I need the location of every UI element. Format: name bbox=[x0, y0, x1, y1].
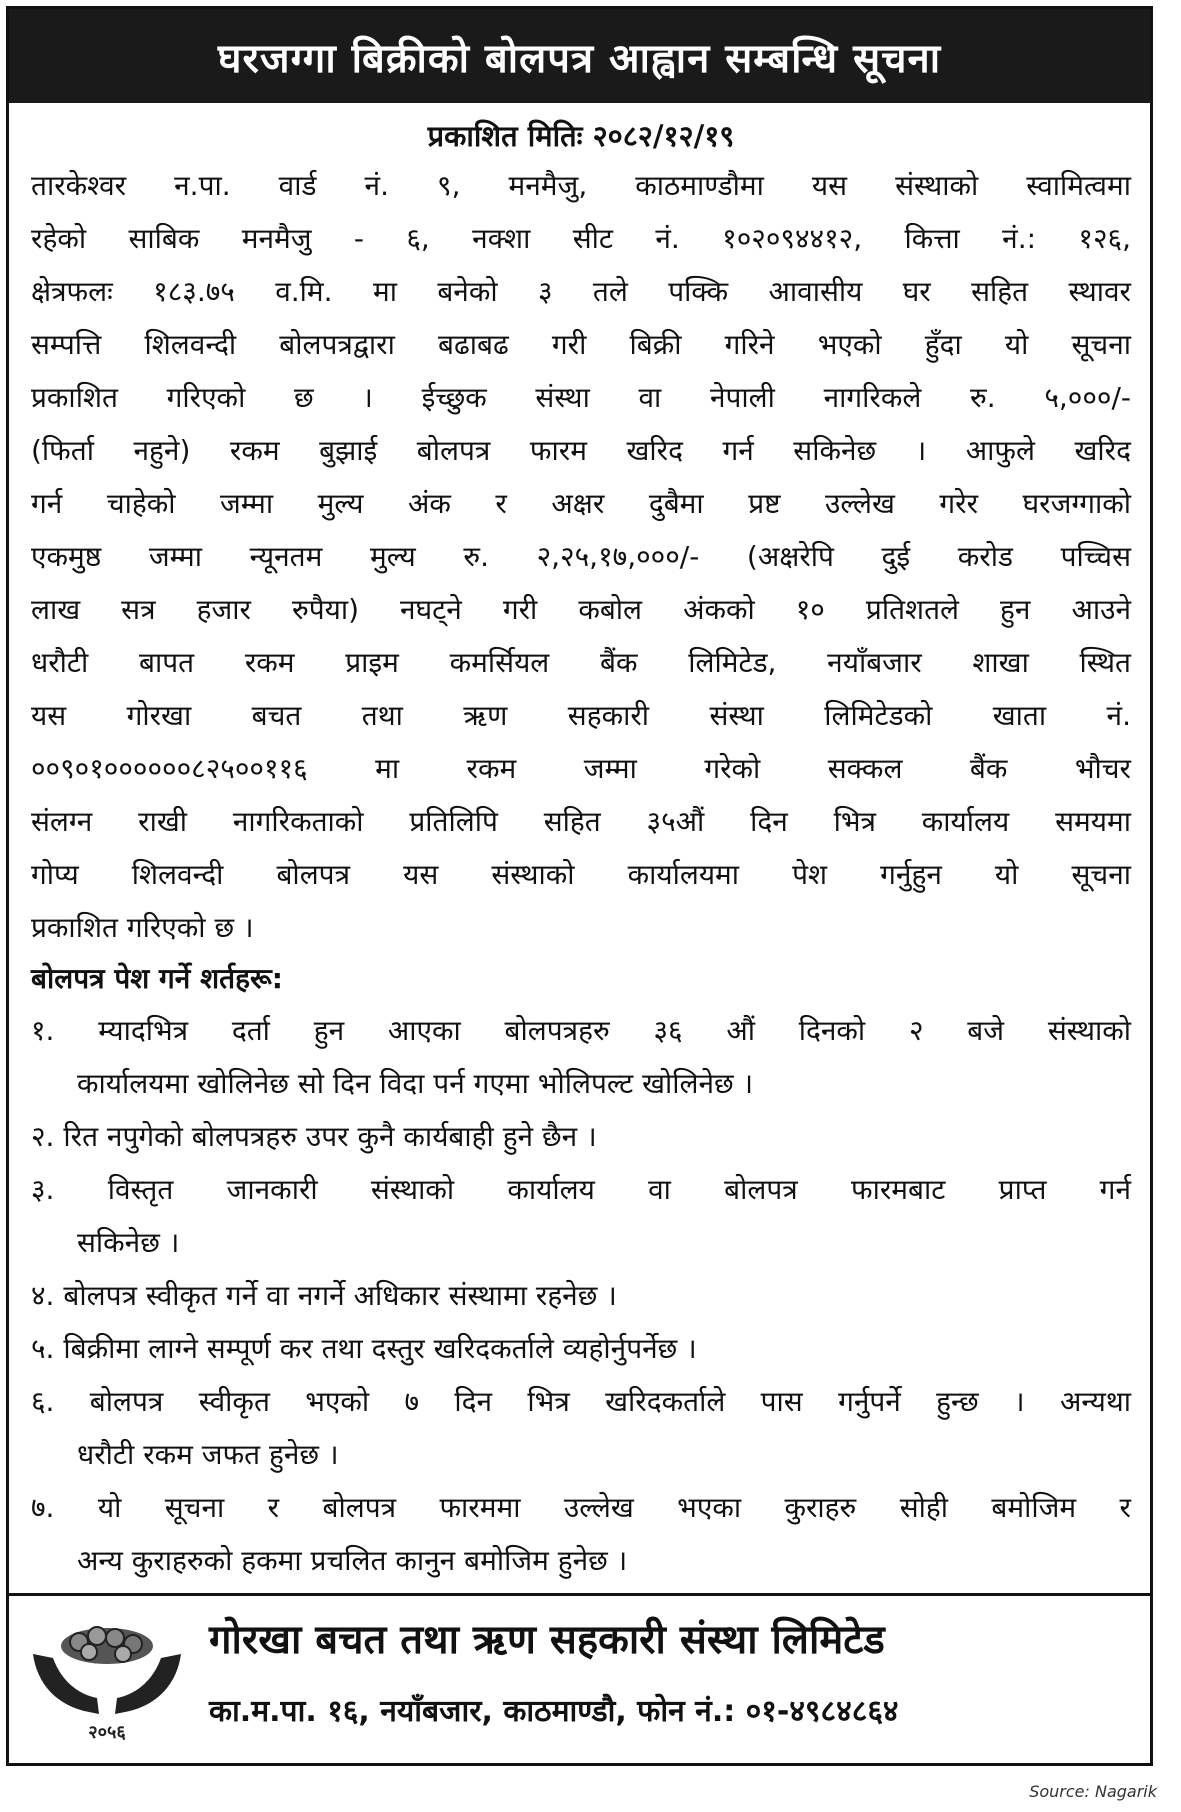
source-credit: Source: Nagarik bbox=[1029, 1782, 1157, 1801]
body-line: गोप्य शिलवन्दी बोलपत्र यस संस्थाको कार्यालयमा पेश गर्नुहुन यो सूचना bbox=[31, 858, 1131, 891]
body-line: ००९०१००००००८२५००११६ मा रकम जम्मा गरेको सक्कल बैंक भौचर bbox=[31, 752, 1131, 785]
condition-item bbox=[31, 1269, 1131, 1322]
organization-address: का.म.पा. १६, नयाँबजार, काठमाण्डौ, फोन नं.: ०१-४९८४८६४ bbox=[209, 1694, 899, 1729]
body-paragraph bbox=[31, 159, 1131, 954]
body-line: यस गोरखा बचत तथा ऋण सहकारी संस्था लिमिटेडको खाता नं. bbox=[31, 699, 1131, 732]
body-line: गर्न चाहेको जम्मा मुल्य अंक र अक्षर दुबैमा प्रष्ट उल्लेख गरेर घरजग्गाको bbox=[31, 487, 1131, 520]
notice-box bbox=[6, 6, 1153, 1766]
body-line: प्रकाशित गरिएको छ । ईच्छुक संस्था वा नेपाली नागरिकले रु. ५,०००/- bbox=[31, 381, 1131, 414]
condition-line: सकिनेछ । bbox=[77, 1226, 180, 1259]
condition-line: कार्यालयमा खोलिनेछ सो दिन विदा पर्न गएमा भोलिपल्ट खोलिनेछ । bbox=[77, 1067, 754, 1100]
condition-line: ४. बोलपत्र स्वीकृत गर्ने वा नगर्ने अधिकार संस्थामा रहनेछ । bbox=[31, 1279, 617, 1312]
body-line: धरौटी बापत रकम प्राइम कमर्सियल बैंक लिमिटेड, नयाँबजार शाखा स्थित bbox=[31, 646, 1131, 679]
condition-line: अन्य कुराहरुको हकमा प्रचलित कानुन बमोजिम हुनेछ । bbox=[77, 1544, 628, 1577]
conditions-heading: बोलपत्र पेश गर्ने शर्तहरू: bbox=[31, 962, 283, 995]
hands-holding-coins-icon bbox=[27, 1614, 187, 1744]
condition-line: ७. यो सूचना र बोलपत्र फारममा उल्लेख भएका कुराहरु सोही बमोजिम र bbox=[31, 1491, 1131, 1524]
body-line: सम्पत्ति शिलवन्दी बोलपत्रद्वारा बढाबढ गरी बिक्री गरिने भएको हुँदा यो सूचना bbox=[31, 328, 1131, 361]
notice-title: घरजग्गा बिक्रीको बोलपत्र आह्वान सम्बन्धि सूचना bbox=[217, 35, 942, 82]
condition-item bbox=[31, 1110, 1131, 1163]
body-line: (फिर्ता नहुने) रकम बुझाई बोलपत्र फारम खरिद गर्न सकिनेछ । आफुले खरिद bbox=[31, 434, 1131, 467]
condition-item bbox=[31, 1163, 1131, 1269]
published-date: प्रकाशित मितिः २०८२/१२/१९ bbox=[427, 119, 735, 153]
body-line: संलग्न राखी नागरिकताको प्रतिलिपि सहित ३५औं दिन भित्र कार्यालय समयमा bbox=[31, 805, 1131, 838]
condition-line: धरौटी रकम जफत हुनेछ । bbox=[77, 1438, 339, 1471]
conditions-list bbox=[31, 1004, 1131, 1587]
condition-item bbox=[31, 1375, 1131, 1481]
body-line: क्षेत्रफलः १८३.७५ व.मि. मा बनेको ३ तले पक्कि आवासीय घर सहित स्थावर bbox=[31, 275, 1131, 308]
condition-item bbox=[31, 1004, 1131, 1110]
body-line: प्रकाशित गरिएको छ । bbox=[31, 911, 254, 944]
body-line: एकमुष्ठ जम्मा न्यूनतम मुल्य रु. २,२५,१७,०००/- (अक्षरेपि दुई करोड पच्चिस bbox=[31, 540, 1131, 573]
condition-line: ३. विस्तृत जानकारी संस्थाको कार्यालय वा बोलपत्र फारमबाट प्राप्त गर्न bbox=[31, 1173, 1131, 1206]
condition-line: ५. बिक्रीमा लाग्ने सम्पूर्ण कर तथा दस्तुर खरिदकर्ताले व्यहोर्नुपर्नेछ । bbox=[31, 1332, 697, 1365]
notice-content bbox=[31, 113, 1131, 1587]
footer bbox=[9, 1593, 1150, 1763]
body-line: तारकेश्वर न.पा. वार्ड नं. ९, मनमैजु, काठमाण्डौमा यस संस्थाको स्वामित्वमा bbox=[31, 169, 1131, 202]
condition-line: १. म्यादभित्र दर्ता हुन आएका बोलपत्रहरु ३६ औं दिनको २ बजे संस्थाको bbox=[31, 1014, 1131, 1047]
condition-item bbox=[31, 1481, 1131, 1587]
condition-line: ६. बोलपत्र स्वीकृत भएको ७ दिन भित्र खरिदकर्ताले पास गर्नुपर्ने हुन्छ । अन्यथा bbox=[31, 1385, 1131, 1418]
body-line: लाख सत्र हजार रुपैया) नघट्ने गरी कबोल अंकको १० प्रतिशतले हुन आउने bbox=[31, 593, 1131, 626]
organization-name: गोरखा बचत तथा ऋण सहकारी संस्था लिमिटेड bbox=[209, 1617, 885, 1663]
body-line: रहेको साबिक मनमैजु - ६, नक्शा सीट नं. १०२०९४४१२, कित्ता नं.: १२६, bbox=[31, 222, 1131, 255]
logo-year: २०५६ bbox=[88, 1722, 126, 1743]
condition-item bbox=[31, 1322, 1131, 1375]
condition-line: २. रित नपुगेको बोलपत्रहरु उपर कुनै कार्यबाही हुने छैन । bbox=[31, 1120, 597, 1153]
header-bar bbox=[9, 9, 1150, 103]
